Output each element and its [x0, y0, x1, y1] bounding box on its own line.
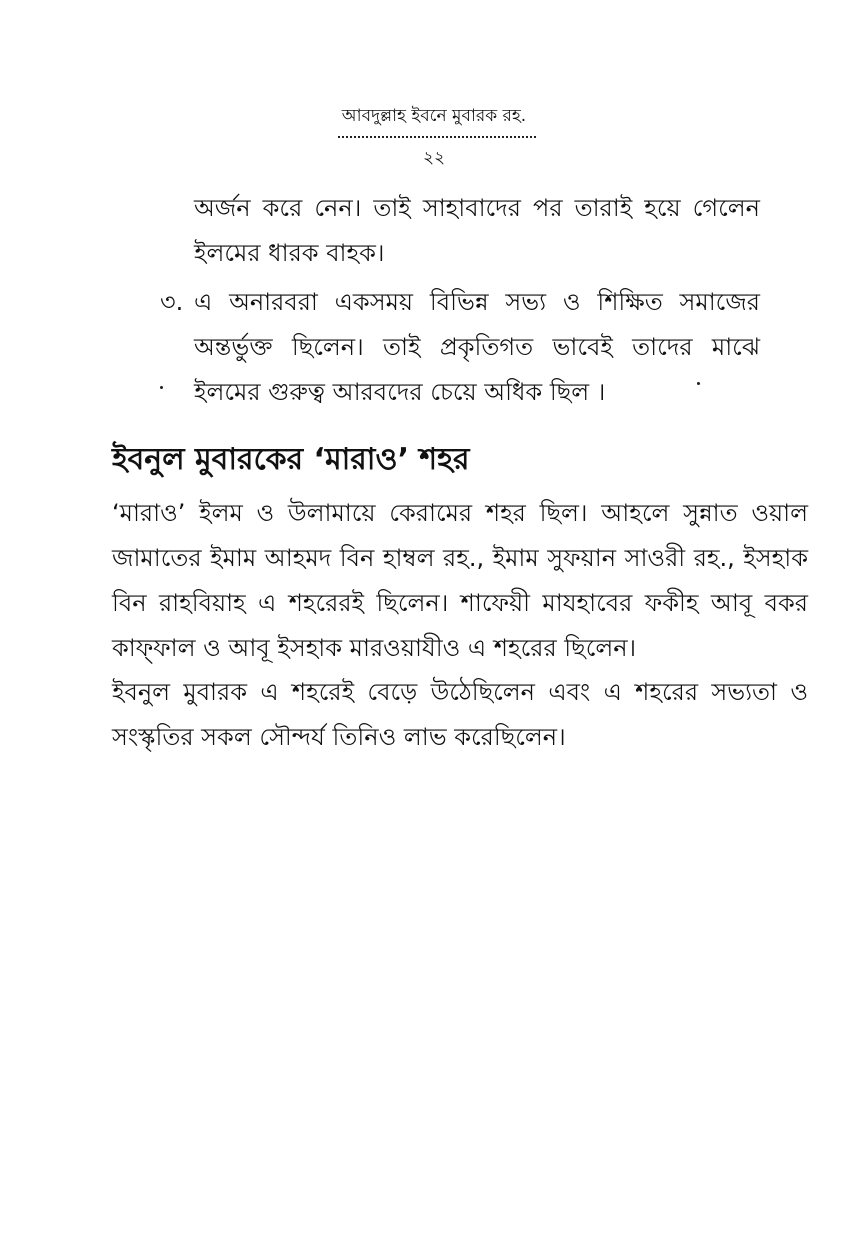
list-item-text: এ অনারবরা একসময় বিভিন্ন সভ্য ও শিক্ষিত সমাজের অন্তর্ভুক্ত ছিলেন। তাই প্রকৃতিগত ভাবেই তাদের মাঝে ইলমের গুরুত্ব আরবদের চেয়ে অধিক ছিল । — [194, 288, 760, 406]
page-number: ২২ — [422, 148, 446, 168]
header-dotted-rule — [338, 136, 536, 138]
list-item-number: ৩. — [160, 288, 184, 316]
scan-speck — [160, 386, 163, 389]
body-paragraph-2: ইবনুল মুবারক এ শহরেই বেড়ে উঠেছিলেন এবং এ শহরের সভ্যতা ও সংস্কৃতির সকল সৌন্দর্য তিনিও লাভ করেছিলেন। — [112, 678, 808, 751]
body-paragraph-1: ‘মারাও’ ইলম ও উলামায়ে কেরামের শহর ছিল। আহলে সুন্নাত ওয়াল জামাতের ইমাম আহমদ বিন হাম্বল রহ., ইমাম সুফয়ান সাওরী রহ., ইসহাক বিন রাহবিয়াহ এ শহরেরই ছিলেন। শাফেয়ী মাযহাবের ফকীহ আবূ বকর কাফ্ফাল ও আবূ ইসহাক মারওয়াযীও এ শহরের ছিলেন। — [112, 499, 808, 662]
scan-speck — [697, 382, 700, 385]
section-heading: ইবনুল মুবারকের ‘মারাও’ শহর — [112, 442, 470, 477]
running-header-title: আবদুল্লাহ ইবনে মুবারক রহ. — [341, 106, 527, 126]
continuation-paragraph: অর্জন করে নেন। তাই সাহাবাদের পর তারাই হয়ে গেলেন ইলমের ধারক বাহক। — [194, 194, 760, 267]
list-item-3 — [160, 280, 760, 415]
